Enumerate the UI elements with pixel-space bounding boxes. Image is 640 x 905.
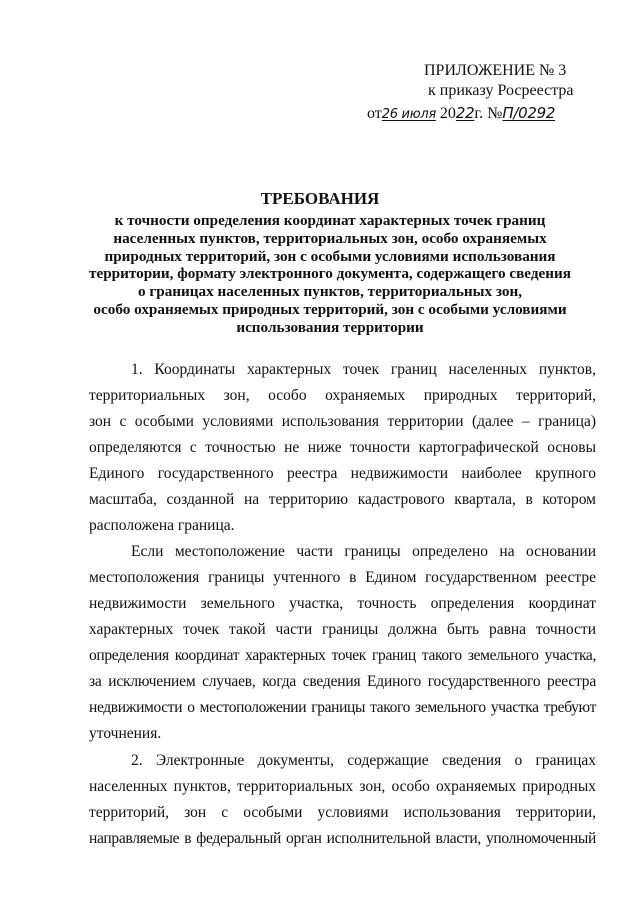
document-title: ТРЕБОВАНИЯ <box>260 189 380 208</box>
handwritten-order-number: П/0292 <box>502 104 556 122</box>
paragraph-1-line: зон с особыми условиями использования территории (далее – граница) <box>89 413 596 430</box>
paragraph-2-line: Если местоположение части границы определено на основании <box>131 543 596 560</box>
subtitle-line: использования территории <box>236 318 424 336</box>
handwritten-year: 22 <box>455 104 475 122</box>
appendix-title: ПРИЛОЖЕНИЕ № 3 <box>424 62 567 79</box>
order-date-number <box>367 104 574 124</box>
order-reference: к приказу Росреестра <box>428 82 574 99</box>
date-prefix: от <box>367 105 382 122</box>
subtitle-line: населенных пунктов, территориальных зон, особо охраняемых <box>113 229 547 247</box>
paragraph-2-line: местоположения границы учтенного в Едином государственном реестре <box>89 569 596 586</box>
number-prefix: № <box>487 105 503 122</box>
paragraph-2-line: недвижимости земельного участка, точность определения координат <box>89 595 596 612</box>
paragraph-2-line: недвижимости о местоположении границы такого земельного участка требуют <box>89 699 596 716</box>
subtitle-line: территории, формату электронного документа, содержащего сведения <box>89 265 571 283</box>
subtitle-line: к точности определения координат характерных точек границ <box>114 212 546 229</box>
paragraph-1-line: расположена граница. <box>89 517 235 534</box>
paragraph-1-line: Единого государственного реестра недвижимости наиболее крупного <box>89 465 596 482</box>
paragraph-2-line: характерных точек такой части границы должна быть равна точности <box>89 621 596 638</box>
handwritten-date: 26 июля <box>381 107 436 122</box>
paragraph-3-line: населенных пунктов, территориальных зон, особо охраняемых природных <box>89 778 596 795</box>
subtitle-line: о границах населенных пунктов, территориальных зон, <box>137 283 523 301</box>
paragraph-2-line: уточнения. <box>89 725 162 742</box>
subtitle-line: природных территорий, зон с особыми условиями использования <box>104 247 556 265</box>
paragraph-1-line: территориальных зон, особо охраняемых природных территорий, <box>89 387 596 404</box>
document-subtitle <box>78 212 582 337</box>
subtitle-line: особо охраняемых природных территорий, зон с особыми условиями <box>93 300 567 318</box>
year-prefix: 20 <box>439 105 456 122</box>
paragraph-3-line: 2. Электронные документы, содержащие сведения о границах <box>131 752 596 769</box>
paragraph-3-line: направляемые в федеральный орган исполнительной власти, уполномоченный <box>89 830 596 847</box>
paragraph-1-line: масштаба, созданной на территорию кадастрового квартала, в котором <box>89 491 596 508</box>
paragraph-2-line: за исключением случаев, когда сведения Единого государственного реестра <box>89 673 596 690</box>
appendix-header <box>367 62 574 124</box>
paragraph-1-line: 1. Координаты характерных точек границ населенных пунктов, <box>131 361 596 378</box>
year-suffix: г. <box>474 105 484 122</box>
paragraph-2-line: определения координат характерных точек границ такого земельного участка, <box>89 647 596 664</box>
paragraph-1-line: определяются с точностью не ниже точности картографической основы <box>89 439 596 456</box>
paragraph-3-line: территорий, зон с особыми условиями использования территории, <box>89 804 596 821</box>
